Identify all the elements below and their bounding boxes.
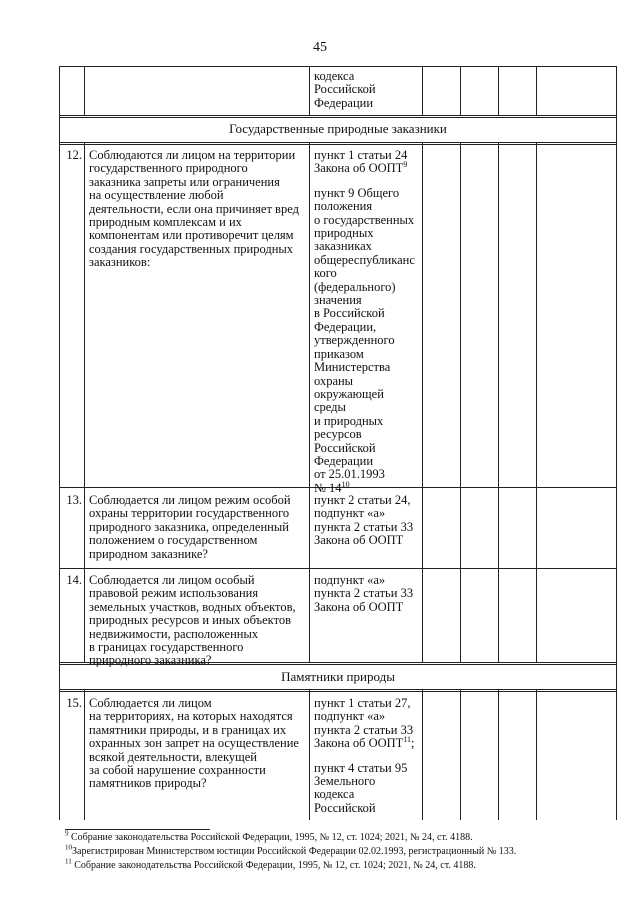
row-divider <box>60 568 616 569</box>
ref-line: пункт 1 статьи 24 <box>314 148 408 162</box>
ref-line: пункта 2 статьи 33 <box>314 519 414 534</box>
column-divider <box>309 142 310 662</box>
column-divider <box>536 142 537 662</box>
ref-line: Российской <box>314 800 376 815</box>
ref-line: утвержденного <box>314 333 395 348</box>
column-divider <box>498 689 499 820</box>
ref-line: о государственных <box>314 212 415 227</box>
ref-line: подпункт «а» <box>314 573 386 587</box>
ref-line: Министерства <box>314 360 391 375</box>
ref-line: Российской <box>314 82 376 97</box>
ref-line: подпункт «а» <box>314 506 386 521</box>
question-line: правовой режим использования <box>89 586 259 601</box>
row-number: 15. <box>66 696 82 710</box>
ref-line: заказниках <box>314 239 372 254</box>
footnote-mark: 9 <box>65 829 69 838</box>
column-divider <box>536 66 537 115</box>
question-line: природных ресурсов и иных объектов <box>89 613 292 628</box>
ref-text: Закона об ООПТ <box>314 736 404 751</box>
question-line: Соблюдаются ли лицом на территории <box>89 148 296 162</box>
column-divider <box>498 142 499 662</box>
column-divider <box>84 66 85 115</box>
footnote <box>65 857 476 872</box>
ref-punct: ; <box>411 736 415 751</box>
ref-line: Федерации <box>314 95 374 110</box>
footnote-text: Зарегистрирован Министерством юстиции Российской Федерации 02.02.1993, регистрационный № 133. <box>72 846 517 857</box>
question-line: в границах государственного <box>89 640 244 655</box>
row-divider <box>60 115 616 118</box>
ref-line: среды <box>314 400 346 415</box>
question-line: природным комплексам и их <box>89 215 242 230</box>
ref-line: пункт 2 статьи 24, <box>314 493 411 507</box>
question-line: за собой нарушение сохранности <box>89 763 266 778</box>
column-divider <box>309 66 310 115</box>
ref-line: пункт 1 статьи 27, <box>314 696 411 710</box>
ref-line: Земельного <box>314 774 376 789</box>
ref-line: ресурсов <box>314 427 362 442</box>
column-divider <box>309 689 310 820</box>
ref-line: пункта 2 статьи 33 <box>314 722 414 737</box>
ref-line <box>314 162 420 175</box>
ref-line: общереспубликанс <box>314 252 415 267</box>
question-line: природного заказника, определенный <box>89 519 289 534</box>
table-border-top <box>60 66 616 67</box>
column-divider <box>422 689 423 820</box>
footnote <box>65 829 473 844</box>
legal-reference-cell <box>314 574 420 614</box>
ref-line: пункт 4 статьи 95 <box>314 760 408 775</box>
question-line: памятников природы? <box>89 776 207 791</box>
question-cell <box>89 494 307 561</box>
question-cell <box>89 574 307 668</box>
ref-text: № 14 <box>314 480 342 495</box>
ref-line <box>314 737 420 750</box>
question-line: деятельности, если она причиняет вред <box>89 201 299 216</box>
question-line: на осуществление любой <box>89 188 224 203</box>
ref-line: охраны <box>314 373 354 388</box>
ref-line: окружающей <box>314 386 384 401</box>
ref-line: Закона об ООПТ <box>314 533 404 548</box>
ref-line: Российской <box>314 440 376 455</box>
ref-line: значения <box>314 293 362 308</box>
ref-line: пункта 2 статьи 33 <box>314 586 414 601</box>
footnote-marker: 9 <box>403 160 408 170</box>
row-divider <box>60 142 616 145</box>
question-line: Соблюдается ли лицом особый <box>89 573 255 587</box>
ref-line: пункт 9 Общего <box>314 185 400 200</box>
footnote-marker: 11 <box>403 735 412 745</box>
footnote-mark: 10 <box>65 843 72 852</box>
question-line: природном заказнике? <box>89 546 208 561</box>
footnote-separator <box>65 829 210 830</box>
column-divider <box>460 689 461 820</box>
ref-line: кодекса <box>314 787 355 802</box>
ref-line: приказом <box>314 346 364 361</box>
column-divider <box>422 66 423 115</box>
footnote-marker: 10 <box>341 479 350 489</box>
row-number: 13. <box>66 493 82 507</box>
question-line: Соблюдается ли лицом <box>89 696 212 710</box>
column-divider <box>84 142 85 662</box>
question-line: недвижимости, расположенных <box>89 626 259 641</box>
question-line: природного заказника? <box>89 653 212 668</box>
ref-line: кодекса <box>314 69 355 83</box>
section-heading-monuments: Памятники природы <box>281 669 395 684</box>
row-number: 14. <box>66 573 82 587</box>
footnote-text: Собрание законодательства Российской Федерации, 1995, № 12, ст. 1024; 2021, № 24, ст. 4188. <box>71 832 473 843</box>
row-number: 12. <box>66 148 82 162</box>
question-cell <box>89 149 307 270</box>
question-line: охраны территории государственного <box>89 506 290 521</box>
ref-line: Федерации, <box>314 319 377 334</box>
footnote-mark: 11 <box>65 857 72 866</box>
ref-text: Закона об ООПТ <box>314 161 404 176</box>
question-cell <box>89 697 307 791</box>
ref-line: от 25.01.1993 <box>314 467 385 482</box>
column-divider <box>84 689 85 820</box>
question-line: земельных участков, водных объектов, <box>89 599 296 614</box>
footnote <box>65 843 517 858</box>
question-line: Соблюдается ли лицом режим особой <box>89 493 291 507</box>
question-line: компонентам или противоречит целям <box>89 228 294 243</box>
column-divider <box>422 142 423 662</box>
column-divider <box>536 689 537 820</box>
ref-line: и природных <box>314 413 384 428</box>
inspection-table <box>59 66 617 820</box>
legal-reference-cell <box>314 697 420 815</box>
question-line: всякой деятельности, влекущей <box>89 749 257 764</box>
question-line: на территориях, на которых находятся <box>89 709 293 724</box>
legal-reference-cell <box>314 494 420 548</box>
ref-line: кого <box>314 266 337 281</box>
question-line: охранных зон запрет на осуществление <box>89 736 299 751</box>
ref-line: положения <box>314 199 373 214</box>
column-divider <box>460 66 461 115</box>
question-line: положением о государственном <box>89 533 258 548</box>
ref-line: природных <box>314 226 374 241</box>
continuation-ref-cell <box>314 70 419 110</box>
question-line: создания государственных природных <box>89 241 294 256</box>
column-divider <box>460 142 461 662</box>
ref-line: Закона об ООПТ <box>314 599 404 614</box>
ref-line: в Российской <box>314 306 385 321</box>
question-line: памятники природы, и в границах их <box>89 722 287 737</box>
question-line: государственного природного <box>89 161 248 176</box>
ref-line: подпункт «а» <box>314 709 386 724</box>
section-heading-reserves: Государственные природные заказники <box>229 121 447 136</box>
ref-line: Федерации <box>314 453 374 468</box>
row-divider <box>60 689 616 692</box>
question-line: заказника запреты или ограничения <box>89 174 280 189</box>
legal-reference-cell <box>314 149 420 495</box>
page-number: 45 <box>313 40 327 55</box>
ref-line: (федерального) <box>314 279 396 294</box>
column-divider <box>498 66 499 115</box>
question-line: заказников: <box>89 255 151 270</box>
footnote-text: Собрание законодательства Российской Федерации, 1995, № 12, ст. 1024; 2021, № 24, ст. 4188. <box>74 860 476 871</box>
